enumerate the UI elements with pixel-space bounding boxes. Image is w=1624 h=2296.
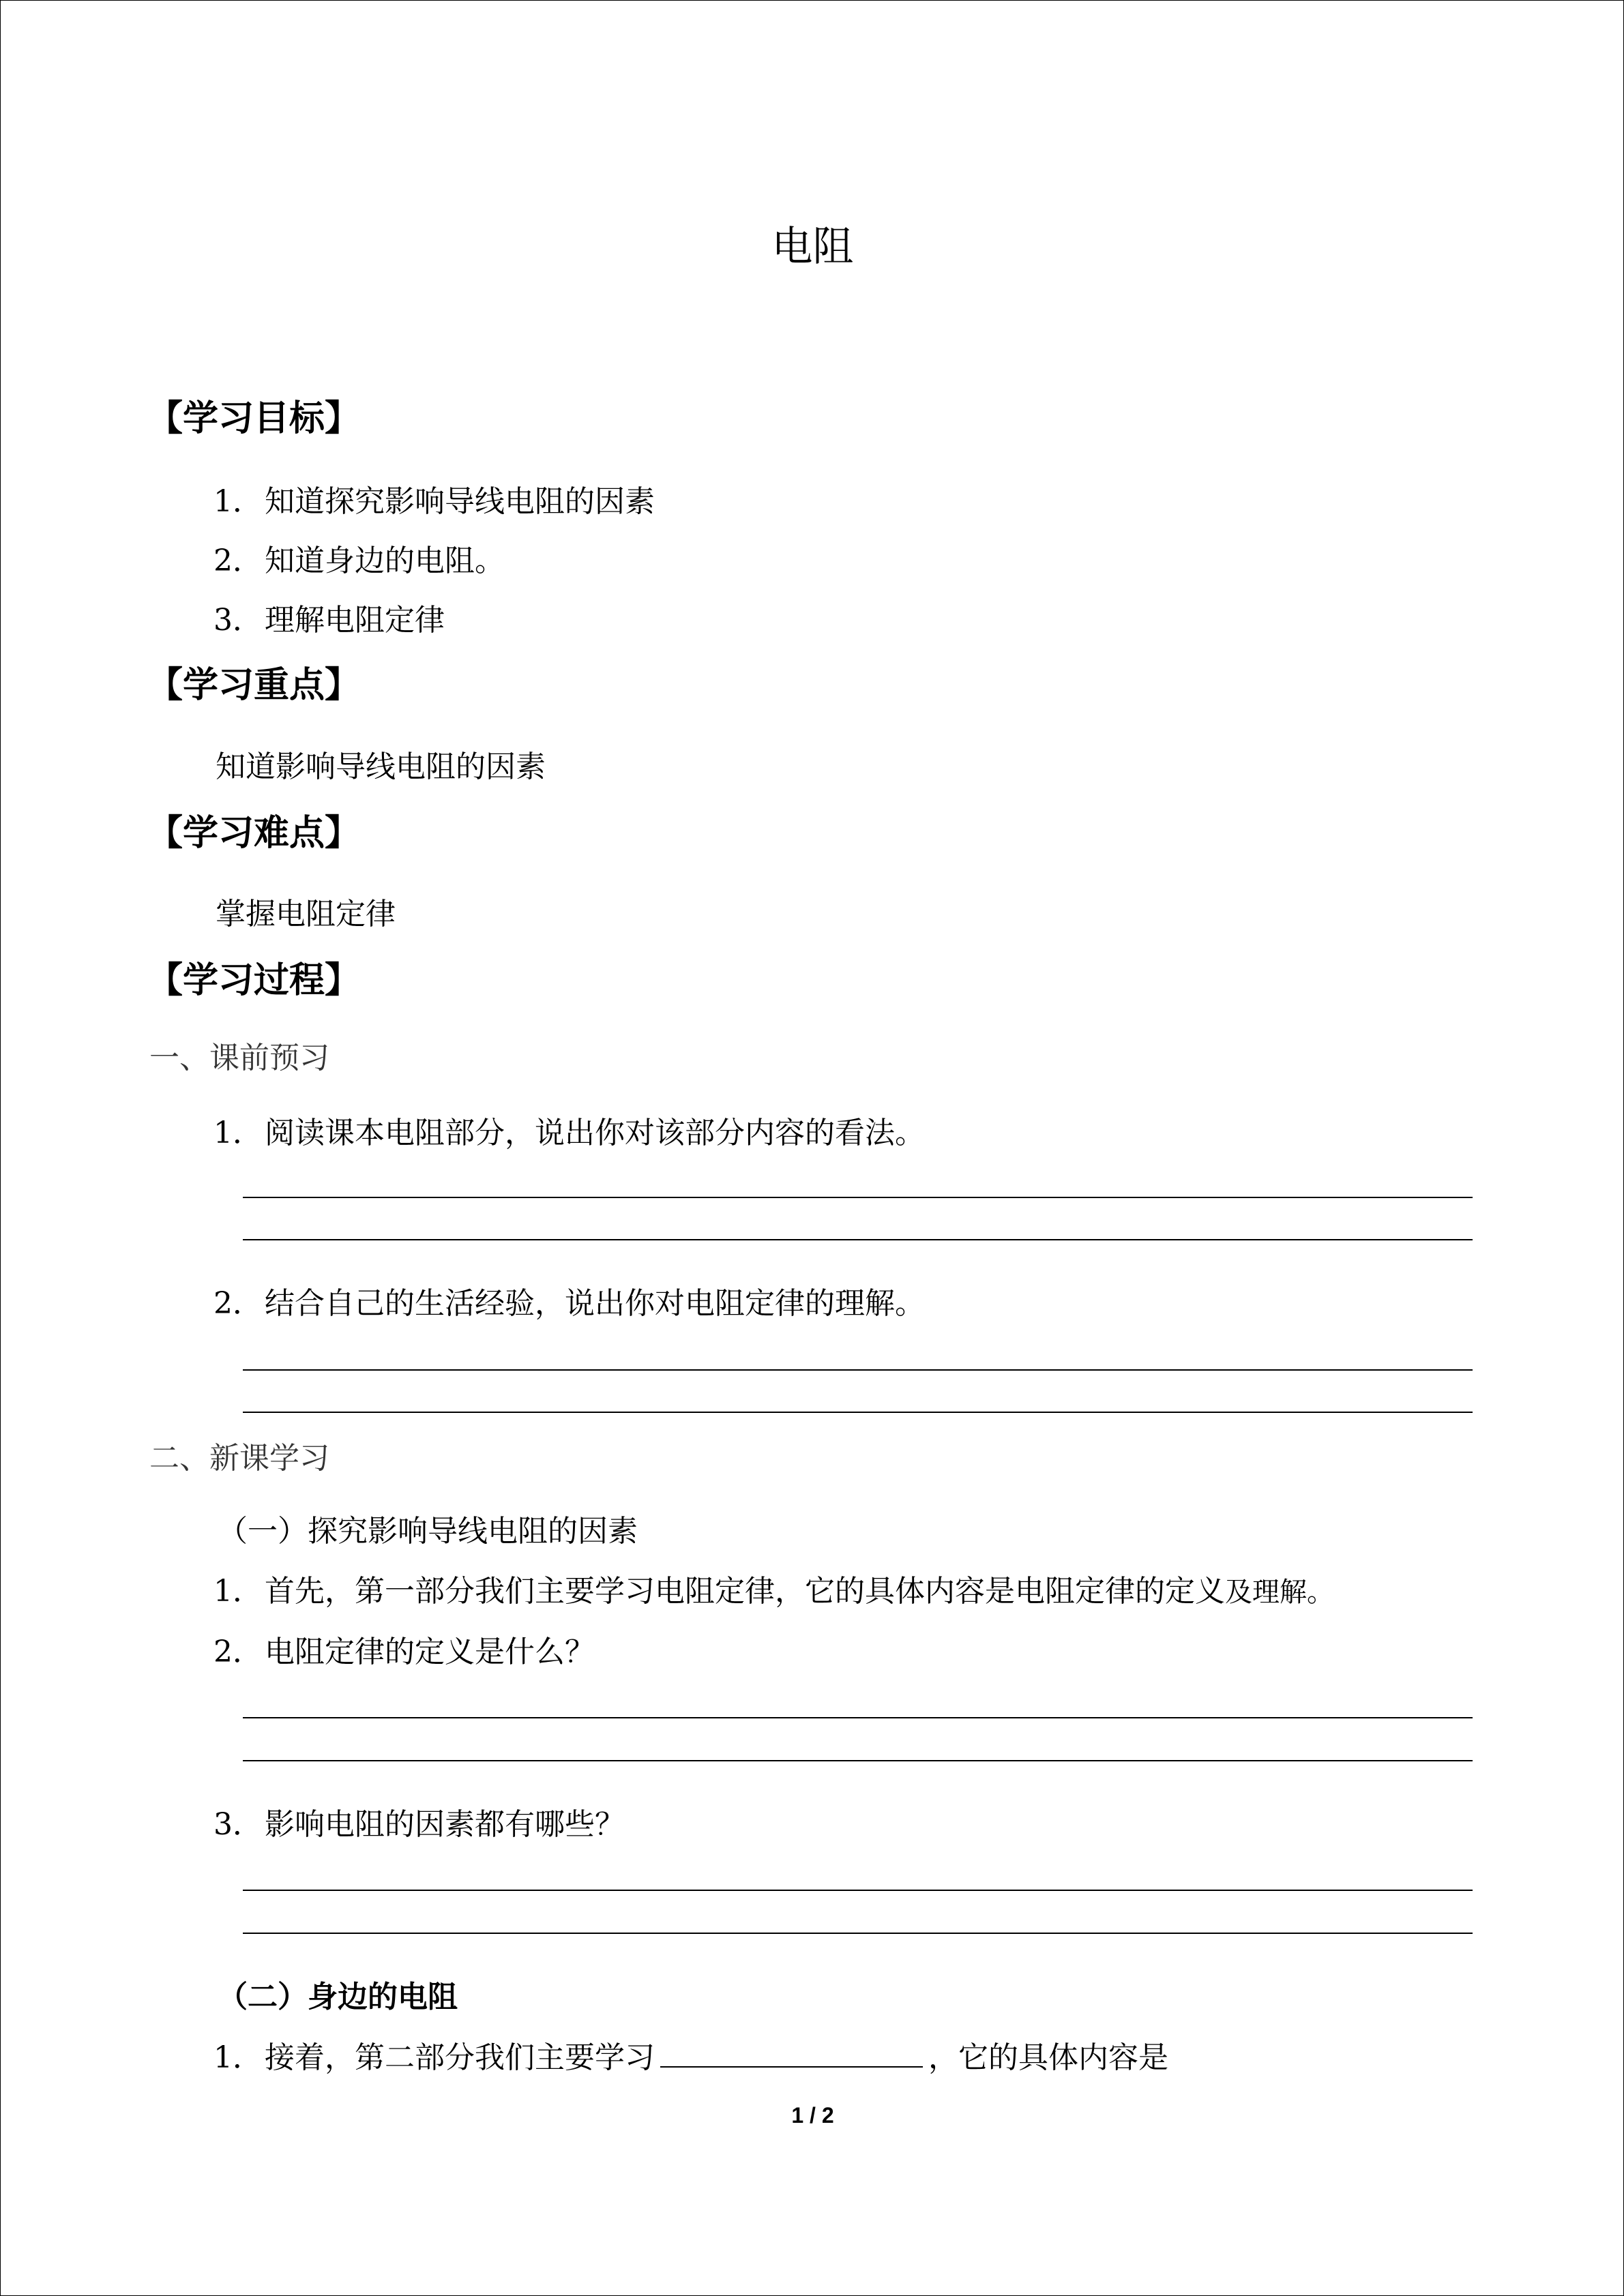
item-number: 2． [213,543,263,578]
preview-question-2 [213,1279,925,1322]
item-text-tail: 及理解。 [1225,1577,1334,1608]
answer-line[interactable] [243,1412,1473,1413]
item-text: 阅读课本电阻部分，说出你对该部分内容的看法。 [265,1116,925,1150]
answer-line[interactable] [243,1239,1473,1240]
item-text: 结合自己的生活经验，说出你对电阻定律的理解。 [265,1286,925,1321]
item-text: 理解电阻定律 [265,603,445,638]
part1-title: （一）探究影响导线电阻的因素 [218,1514,638,1549]
item-number: 2． [213,1286,263,1321]
item-text: 电阻定律的定义是什么？ [265,1635,595,1669]
fill-in-blank[interactable] [660,2039,923,2068]
item-number: 1． [213,1116,263,1150]
part2-title: （二）身边的电阻 [218,1980,458,2014]
part1-question-1 [213,1566,1334,1610]
item-text: 知道身边的电阻。 [265,543,505,578]
part1-question-3 [213,1800,625,1843]
objective-item [213,536,505,580]
item-number: 1． [213,484,263,519]
item-text: 首先，第一部分我们主要学习电阻定律，它的具体内容是电阻定律的定义 [265,1574,1225,1609]
answer-line[interactable] [243,1717,1473,1718]
item-number: 3． [213,1807,263,1842]
answer-line[interactable] [243,1197,1473,1198]
item-text: 接着，第二部分我们主要学习 [265,2040,655,2075]
answer-line[interactable] [243,1933,1473,1934]
objectives-heading: 【学习目标】 [147,398,361,439]
item-number: 1． [213,2040,263,2075]
objective-item [213,595,445,639]
item-text: 知道探究影响导线电阻的因素 [265,484,655,519]
item-number: 3． [213,603,263,638]
item-number: 1． [213,1574,263,1609]
key-points-text: 知道影响导线电阻的因素 [216,749,546,784]
part1-question-2 [213,1627,595,1671]
item-number: 2． [213,1635,263,1669]
item-text: 影响电阻的因素都有哪些？ [265,1807,625,1842]
process-heading: 【学习过程】 [147,960,361,1001]
part2-question-1 [213,2033,1168,2076]
preview-section-title: 一、课前预习 [149,1041,329,1075]
difficulties-heading: 【学习难点】 [147,813,361,854]
answer-line[interactable] [243,1890,1473,1891]
new-lesson-section-title: 二、新课学习 [149,1441,329,1476]
preview-question-1 [213,1108,925,1152]
page-number: 1 / 2 [791,2103,834,2128]
answer-line[interactable] [243,1760,1473,1761]
objective-item [213,477,655,520]
answer-line[interactable] [243,1369,1473,1371]
page-title: 电阻 [771,223,854,271]
key-points-heading: 【学习重点】 [147,665,361,706]
item-text: ，它的具体内容是 [928,2040,1168,2075]
difficulties-text: 掌握电阻定律 [216,897,396,931]
